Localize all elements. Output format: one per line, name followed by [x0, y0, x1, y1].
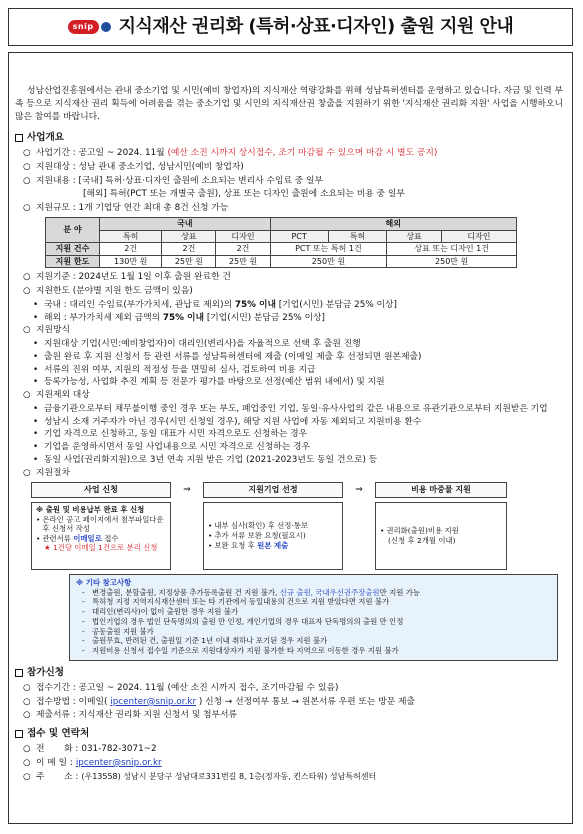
bullet-icon: • [33, 454, 39, 465]
list-item [76, 597, 551, 607]
table-subheader: 특허 [328, 230, 387, 243]
flow-step-support [375, 482, 507, 570]
flow-step-apply [31, 482, 171, 570]
list-item [208, 531, 338, 541]
section-overview [15, 131, 566, 145]
list-item [36, 534, 166, 544]
title-box [8, 8, 573, 46]
list-item [76, 607, 551, 617]
bullet-icon: • [208, 531, 213, 541]
contact-phone-row [15, 743, 566, 756]
dash-icon: - [82, 597, 85, 607]
section-overview-title: 사업개요 [27, 132, 65, 144]
note-text: 만 지원 가능 [379, 587, 420, 597]
flow-item-original: 원본 제출 [257, 540, 289, 550]
process-flow [31, 482, 566, 570]
bullet-icon: • [33, 299, 39, 310]
notes-title: ※ 기타 참고사항 [76, 577, 132, 587]
table-domestic-header: 국내 [100, 217, 271, 230]
section-contact [15, 727, 566, 741]
table-field-header: 분 야 [46, 217, 100, 242]
process-text: 지원절차 [36, 467, 70, 478]
list-item [36, 515, 166, 534]
note-highlight: 신규 출원, 국내우선권주장출원 [279, 587, 380, 597]
table-subheader: 디자인 [441, 230, 516, 243]
criteria-row [15, 271, 566, 284]
exclude-text: 지원제외 대상 [36, 390, 90, 401]
square-bullet-icon [15, 134, 23, 142]
apply-method-row [15, 696, 566, 709]
method-text: 지원방식 [36, 325, 70, 336]
limit-overseas-rate: 75% 이내 [162, 312, 205, 323]
flow-step-title: 지원기업 선정 [203, 482, 343, 498]
content-row [15, 175, 566, 188]
circle-icon: ○ [23, 286, 31, 297]
circle-icon: ○ [23, 682, 31, 693]
content-domestic: 지원내용 : [국내] 특허·상표·디자인 출원에 소요되는 변리사 수임료 중 일부 [36, 175, 324, 186]
bullet-icon: • [33, 377, 39, 388]
list-item [76, 627, 551, 637]
circle-icon: ○ [23, 390, 31, 401]
circle-icon: ○ [23, 161, 31, 172]
bullet-icon: • [208, 521, 213, 531]
method-item: 지원대상 기업(시민:예비창업자)이 대리인(변리사)을 자율적으로 선택 후 출원 진행 [44, 339, 361, 350]
criteria-text: 지원기준 : 2024년도 1월 1일 이후 출원 완료한 건 [36, 272, 231, 283]
note-text: 변경출원, 분할출원, 지정상품 추가등록출원 건 지원 불가, [92, 587, 280, 597]
limit-domestic-share: [기업(시민) 분담금 25% 이상] [276, 299, 397, 310]
bullet-icon: • [33, 429, 39, 440]
bullet-icon: • [380, 526, 385, 536]
list-item [15, 441, 566, 454]
scale-text: 지원규모 : 1개 기업당 연간 최대 총 8건 신청 가능 [36, 203, 229, 214]
table-subheader: 디자인 [216, 230, 270, 243]
circle-icon: ○ [23, 325, 31, 336]
list-item [76, 617, 551, 627]
period-row [15, 147, 566, 160]
table-cell: 2건 [100, 243, 162, 256]
dash-icon: - [82, 646, 85, 656]
list-item [15, 454, 566, 467]
flow-step-title: 비용 마중물 지원 [375, 482, 507, 498]
list-item [15, 428, 566, 441]
content-box [8, 52, 573, 824]
contact-email-link[interactable]: ipcenter@snip.or.kr [75, 757, 162, 768]
exclude-item: 성남시 소재 거주자가 아닌 경우(시민 신청일 경우), 해당 지원 사업에 자동 제외되고 지원비용 환수 [44, 416, 422, 427]
dash-icon: - [82, 626, 85, 636]
contact-addr-row [15, 771, 566, 784]
list-item [15, 416, 566, 429]
circle-icon: ○ [23, 467, 31, 478]
table-row-label: 지원 한도 [46, 255, 100, 268]
circle-icon: ○ [23, 203, 31, 214]
contact-addr-label: 주 소 : [36, 771, 79, 782]
list-item [208, 541, 338, 551]
table-subheader: 상표 [162, 230, 216, 243]
dash-icon: - [82, 616, 85, 626]
circle-icon: ○ [23, 175, 31, 186]
arrow-right-icon: ⇒ [355, 485, 363, 496]
table-cell: PCT 또는 특허 1건 [270, 243, 387, 256]
snip-logo [68, 20, 111, 34]
method-item: 출원 완료 후 지원 신청서 등 관련 서류를 성남특허센터에 제출 (이메일 제출 후 선정되면 원본제출) [44, 351, 422, 362]
flow-item: 내부 심사(확인) 후 선정·통보 [214, 521, 309, 531]
contact-phone-label: 전 화 : [36, 744, 79, 755]
table-subheader: 특허 [100, 230, 162, 243]
support-table [45, 217, 517, 268]
bullet-icon: • [33, 403, 39, 414]
target-text: 지원대상 : 성남 관내 중소기업, 성남시민(예비 창업자) [36, 161, 244, 172]
list-item [15, 338, 566, 351]
method-row [15, 324, 566, 337]
flow-step-title: 사업 신청 [31, 482, 171, 498]
table-row [46, 255, 517, 268]
bullet-icon: • [33, 312, 39, 323]
flow-step-note: ※ 출원 및 비용납부 완료 후 신청 [36, 504, 145, 514]
method-item: 서류의 진위 여부, 지원의 적정성 등을 면밀히 심사, 검토하여 비용 지급 [44, 364, 316, 375]
flow-step-warning: ★ 1건당 이메일 1건으로 분리 신청 [44, 543, 158, 553]
list-item [15, 364, 566, 377]
table-cell: 250만 원 [270, 255, 387, 268]
table-cell: 130만 원 [100, 255, 162, 268]
limit-overseas [15, 312, 566, 325]
limit-domestic [15, 299, 566, 312]
limit-overseas-text: 해외 : 부가가치세 제외 금액의 [44, 312, 163, 323]
list-item [76, 588, 551, 598]
apply-docs-row [15, 709, 566, 722]
flow-item: 온라인 공고 페이지에서 첨부파일다운 후 신청서 작성 [42, 514, 164, 534]
bullet-icon: • [208, 540, 213, 550]
list-item [76, 646, 551, 656]
circle-icon: ○ [23, 744, 31, 755]
circle-icon: ○ [23, 148, 31, 159]
section-contact-title: 접수 및 연락처 [27, 728, 90, 740]
apply-method-text: 접수방법 : 이메일( [36, 696, 111, 707]
scale-row [15, 202, 566, 215]
logo-dot-icon [101, 22, 111, 32]
table-cell: 상표 또는 디자인 1건 [387, 243, 517, 256]
arrow-right-icon: ⇒ [183, 485, 191, 496]
flow-step-body [203, 502, 343, 570]
note-text: 지원비용 신청서 접수일 기준으로 지원대상자가 지원 불가한 타 지역으로 이동한 경우 지원 불가 [92, 646, 399, 656]
apply-email-link[interactable]: ipcenter@snip.or.kr [110, 696, 197, 707]
contact-email-label: 이 메 일 : [36, 757, 73, 768]
flow-item-email: 이메일로 [73, 533, 102, 543]
apply-docs: 제출서류 : 지식재산 권리화 지원 신청서 및 첨부서류 [36, 710, 237, 721]
flow-step-select [203, 482, 343, 570]
dash-icon: - [82, 636, 85, 646]
flow-item: 추가 서류 보완 요청(필요시) [214, 531, 306, 541]
bullet-icon: • [36, 514, 41, 524]
target-row [15, 161, 566, 174]
exclude-item: 금융기관으로부터 채무불이행 중인 경우 또는 부도, 폐업중인 기업, 동일·유사사업의 같은 내용으로 유관기관으로부터 지원받은 기업 [44, 403, 548, 414]
exclude-item: 동일 사업(권리화지원)으로 3년 연속 지원 받은 기업 (2021-2023년도 동일 건으로) 등 [44, 454, 378, 465]
table-cell: 2건 [162, 243, 216, 256]
exclude-item: 기업을 운영하시면서 동일 사업내용으로 시민 자격으로 신청하는 경우 [44, 442, 311, 453]
bullet-icon: • [33, 351, 39, 362]
content-overseas: [해외] 특허(PCT 또는 개별국 출원), 상표 또는 디자인 출원에 소요되는 비용 중 일부 [83, 189, 405, 200]
content-overseas-row [15, 188, 566, 201]
period-label: 사업기간 : 공고일 ~ 2024. 11월 [36, 148, 165, 159]
note-text: 특허청 지정 지역지식재산센터 또는 타 기관에서 동일내용의 건으로 지원 받았다면 지원 불가 [92, 597, 390, 607]
exclude-item: 기업 자격으로 신청하고, 동일 대표가 시민 자격으로도 신청하는 경우 [44, 429, 308, 440]
apply-period-row [15, 682, 566, 695]
flow-step-body [375, 502, 507, 570]
bullet-icon: • [33, 339, 39, 350]
table-cell: 2건 [216, 243, 270, 256]
circle-icon: ○ [23, 771, 31, 782]
limit-domestic-text: 국내 : 대리인 수임료(부가가치세, 관납료 제외)의 [44, 299, 235, 310]
apply-method-text: ) 신청 → 선정여부 통보 → 원본서류 우편 또는 방문 제출 [196, 696, 415, 707]
note-text: 대리인(변리사)이 없이 출원한 경우 지원 불가 [92, 607, 239, 617]
flow-item: 보완 요청 후 [214, 540, 258, 550]
list-item [15, 403, 566, 416]
logo-text: snip [68, 20, 99, 34]
flow-step-body [31, 502, 171, 570]
list-item [76, 636, 551, 646]
page-title: 지식재산 권리화 (특허·상표·디자인) 출원 지원 안내 [118, 15, 514, 37]
dash-icon: - [82, 587, 85, 597]
circle-icon: ○ [23, 710, 31, 721]
contact-address: (우13558) 성남시 분당구 성남대로331번길 8, 1층(정자동, 킨스타워) 성남특허센터 [81, 771, 377, 781]
limit-overseas-share: [기업(시민) 분담금 25% 이상] [204, 312, 325, 323]
bullet-icon: • [33, 442, 39, 453]
note-text: 공동출원 지원 불가 [92, 626, 154, 636]
table-row [46, 243, 517, 256]
list-item [15, 351, 566, 364]
list-item [380, 526, 502, 536]
table-subheader: 상표 [387, 230, 442, 243]
process-row [15, 467, 566, 480]
bullet-icon: • [33, 364, 39, 375]
list-item [15, 376, 566, 389]
flow-item: (신청 후 2개월 이내) [388, 535, 456, 545]
square-bullet-icon [15, 669, 23, 677]
section-apply-title: 참가신청 [27, 667, 65, 678]
list-item [208, 521, 338, 531]
circle-icon: ○ [23, 696, 31, 707]
contact-email-row [15, 757, 566, 770]
section-apply [15, 666, 566, 680]
flow-item: 관련서류 [42, 533, 74, 543]
table-overseas-header: 해외 [270, 217, 516, 230]
limit-text: 지원한도 (분야별 지원 한도 금액이 있음) [36, 286, 193, 297]
notes-box [69, 574, 558, 661]
table-cell: 25만 원 [162, 255, 216, 268]
limit-row [15, 285, 566, 298]
bullet-icon: • [33, 416, 39, 427]
circle-icon: ○ [23, 272, 31, 283]
table-subheader: PCT [270, 230, 328, 243]
dash-icon: - [82, 607, 85, 617]
contact-phone: 031-782-3071~2 [81, 744, 157, 755]
table-cell: 25만 원 [216, 255, 270, 268]
flow-item: 접수 [101, 533, 119, 543]
flow-item: 권리화(출원)비용 지원 [386, 526, 459, 536]
exclude-row [15, 389, 566, 402]
apply-period: 접수기간 : 공고일 ~ 2024. 11월 (예산 소진 시까지 접수, 조기마감될 수 있음) [36, 682, 339, 693]
period-note: (예산 소진 시까지 상시접수, 조기 마감될 수 있으며 마감 시 별도 공지) [167, 148, 438, 159]
method-item: 등록가능성, 사업화 추진 계획 등 전문가 평가를 바탕으로 선정(예산 범위 내에서) 및 지원 [44, 377, 385, 388]
table-row-label: 지원 건수 [46, 243, 100, 256]
limit-domestic-rate: 75% 이내 [234, 299, 276, 310]
bullet-icon: • [36, 533, 41, 543]
circle-icon: ○ [23, 757, 31, 768]
square-bullet-icon [15, 730, 23, 738]
intro-paragraph: 성남산업진흥원에서는 관내 중소기업 및 시민(예비 창업자)의 지식재산 역량강화를 위해 성남특허센터를 운영하고 있습니다. 자금 및 인력 부족 등으로 지식재산 권리 획득에 어려움을 겪는 중소기업 및 시민의 지식재산권 창출을 지원하기 위한 '지식재산 권리화 지원' 사업을 시행하오니 많은 참여를 바랍니다. [15, 86, 564, 122]
note-text: 법인기업의 경우 법인 단독명의의 출원 만 인정, 개인기업의 경우 대표자 단독명의의 출원 만 인정 [92, 616, 404, 626]
table-cell: 250만 원 [387, 255, 517, 268]
note-text: 출원무효, 반려된 건, 출원일 기준 1년 이내 취하나 포기된 경우 지원 불가 [92, 636, 328, 646]
